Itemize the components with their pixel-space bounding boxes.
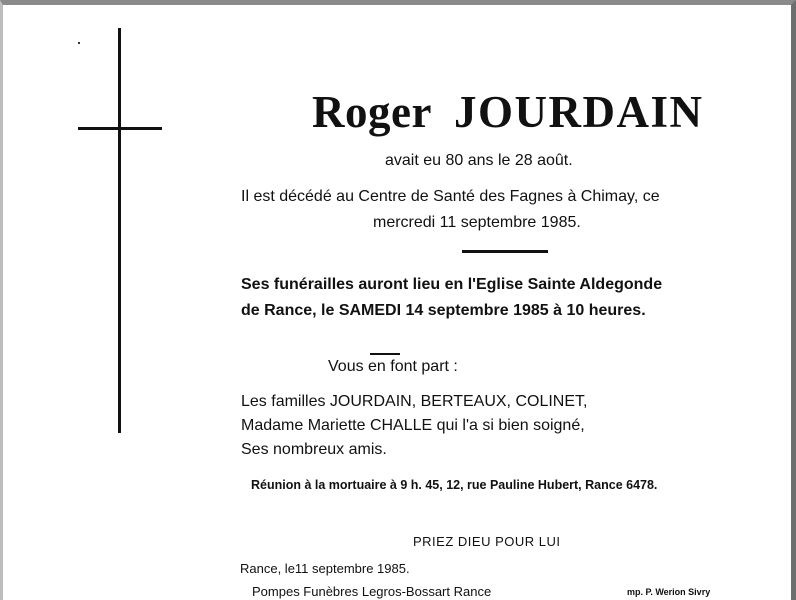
death-line-2: mercredi 11 septembre 1985. [373, 214, 581, 231]
prayer-line: PRIEZ DIEU POUR LUI [413, 534, 561, 549]
deceased-name [312, 86, 703, 138]
family-line: Les familles JOURDAIN, BERTEAUX, COLINET, [241, 393, 588, 410]
family-line: Madame Mariette CHALLE qui l'a si bien soigné, [241, 417, 585, 434]
speck [78, 42, 80, 44]
age-line: avait eu 80 ans le 28 août. [385, 152, 573, 169]
funeral-home-line: Pompes Funèbres Legros-Bossart Rance [252, 584, 492, 599]
place-date-line: Rance, le11 septembre 1985. [240, 561, 410, 576]
last-name: JOURDAIN [453, 87, 704, 137]
separator-rule [462, 250, 548, 253]
cross-vertical-bar [118, 28, 121, 433]
funeral-line-2: de Rance, le SAMEDI 14 septembre 1985 à 10 heures. [241, 302, 646, 319]
cross-horizontal-bar [78, 127, 162, 130]
printer-credit: mp. P. Werion Sivry [627, 587, 711, 597]
small-rule [370, 353, 400, 355]
reunion-line: Réunion à la mortuaire à 9 h. 45, 12, rue Pauline Hubert, Rance 6478. [251, 478, 658, 492]
family-line: Ses nombreux amis. [241, 441, 387, 458]
announce-line: Vous en font part : [328, 358, 458, 375]
funeral-line-1: Ses funérailles auront lieu en l'Eglise Sainte Aldegonde [241, 276, 663, 293]
death-line-1: Il est décédé au Centre de Santé des Fagnes à Chimay, ce [241, 188, 660, 205]
first-name: Roger [312, 87, 432, 137]
